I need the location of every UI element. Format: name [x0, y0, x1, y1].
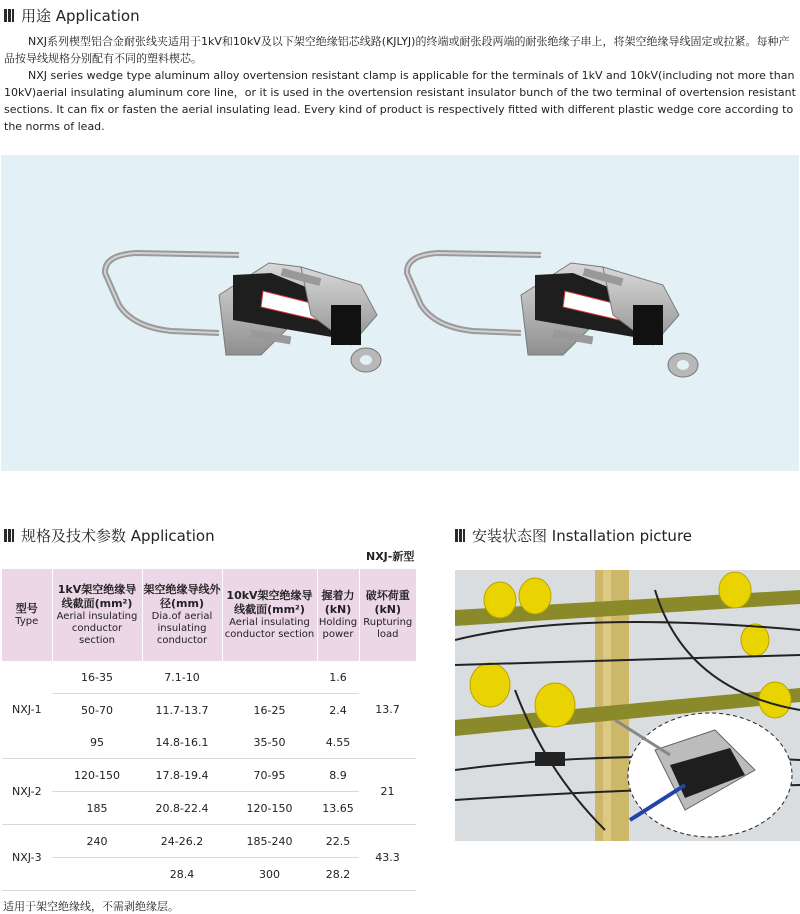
section-10kv-cell: 16-25 — [253, 703, 286, 717]
diameter-cell: 17.8-19.4 — [142, 759, 222, 792]
section-10kv-cell: 120-150 — [222, 792, 317, 825]
section-1kv-cell: 50-70 — [81, 703, 113, 717]
diameter-cell: 20.8-22.4 — [142, 792, 222, 825]
section-bar-icon — [455, 529, 465, 542]
col-diameter-header: 架空绝缘导线外径(mm) Dia.of aerial insulating conductor — [142, 569, 222, 661]
col-holding-header: 握着力(kN) Holding power — [317, 569, 359, 661]
specs-heading — [4, 525, 215, 546]
clamp-illustration — [1, 155, 799, 471]
section-10kv-cell: 185-240 — [222, 825, 317, 858]
holding-cell: 8.9 — [317, 759, 359, 792]
diameter-cell: 28.4 — [142, 858, 222, 891]
type-cell: NXJ-3 — [2, 825, 52, 891]
rupturing-cell: 13.7 — [359, 661, 416, 759]
section-bar-icon — [4, 9, 14, 22]
spec-table-header — [2, 569, 416, 661]
section-1kv-cell: 240 — [52, 825, 142, 858]
installation-heading — [455, 525, 692, 546]
section-10kv-cell: 300 — [222, 858, 317, 891]
holding-cell: 13.65 — [317, 792, 359, 825]
section-1kv-cell: 95 — [52, 726, 142, 759]
application-description — [4, 33, 796, 135]
section-1kv-cell: 120-150 — [52, 759, 142, 792]
type-cell: NXJ-2 — [2, 759, 52, 825]
diameter-cell: 14.8-16.1 — [142, 726, 222, 759]
holding-cell: 22.5 — [317, 825, 359, 858]
application-heading-text: 用途 Application — [21, 7, 140, 25]
product-photo — [1, 155, 799, 471]
installation-photo — [455, 570, 800, 841]
clamp-1 — [105, 253, 381, 372]
holding-cell: 28.2 — [317, 858, 359, 891]
table-row — [2, 792, 416, 825]
section-10kv-cell: 35-50 — [222, 726, 317, 759]
type-cell: NXJ-1 — [2, 661, 52, 759]
spec-table — [2, 569, 416, 891]
diameter-cell: 7.1-10 — [142, 661, 222, 694]
table-row — [2, 858, 416, 891]
holding-cell: 4.55 — [317, 726, 359, 759]
holding-cell: 1.6 — [317, 661, 359, 694]
table-row — [2, 759, 416, 792]
table-row — [2, 694, 416, 727]
table-row — [2, 661, 416, 694]
col-rupturing-header: 破坏荷重(kN) Rupturing load — [359, 569, 416, 661]
clamp-2 — [407, 253, 698, 377]
specs-heading-text: 规格及技术参数 Application — [21, 527, 215, 545]
section-1kv-cell: 16-35 — [52, 661, 142, 694]
holding-cell: 2.4 — [329, 703, 347, 717]
col-1kv-section-header: 1kV架空绝缘导线截面(mm²) Aerial insulating conductor section — [52, 569, 142, 661]
table-row — [2, 726, 416, 759]
diameter-cell: 24-26.2 — [142, 825, 222, 858]
installation-heading-text: 安装状态图 Installation picture — [472, 527, 693, 545]
model-note: NXJ-新型 — [366, 550, 415, 563]
section-1kv-cell: 185 — [52, 792, 142, 825]
col-type-header: 型号 Type — [2, 569, 52, 661]
installation-illustration — [455, 570, 800, 841]
table-footnote: 适用于架空绝缘线，不需剥绝缘层。 — [3, 900, 179, 913]
application-text-en: NXJ series wedge type aluminum alloy overtension resistant clamp is applicable for the terminals of 1kV and 10kV(including not more than 10kV)aerial insulating aluminum core line，or it is used in the overtension resistant insulator bunch of the two terminal of overtension resistant sections. It can fix or fasten the aerial insulating lead. Every kind of product is respectively fitted with different plastic wedge core according to the norms of lead. — [4, 69, 796, 133]
diameter-cell: 11.7-13.7 — [155, 703, 209, 717]
section-bar-icon — [4, 529, 14, 542]
section-10kv-cell: 70-95 — [222, 759, 317, 792]
rupturing-cell: 21 — [359, 759, 416, 825]
rupturing-cell: 43.3 — [359, 825, 416, 891]
section-10kv-cell — [222, 661, 317, 694]
application-heading — [4, 5, 140, 26]
table-row — [2, 825, 416, 858]
col-10kv-section-header: 10kV架空绝缘导线截面(mm²) Aerial insulating conductor section — [222, 569, 317, 661]
section-1kv-cell — [52, 858, 142, 891]
application-text-zh: NXJ系列楔型铝合金耐张线夹适用于1kV和10kV及以下架空绝缘铝芯线路(KJLYJ)的终端或耐张段两端的耐张绝缘子串上，将架空绝缘导线固定或拉紧。每种产品按导线规格分别配有不同的塑料楔芯。 — [4, 35, 790, 65]
